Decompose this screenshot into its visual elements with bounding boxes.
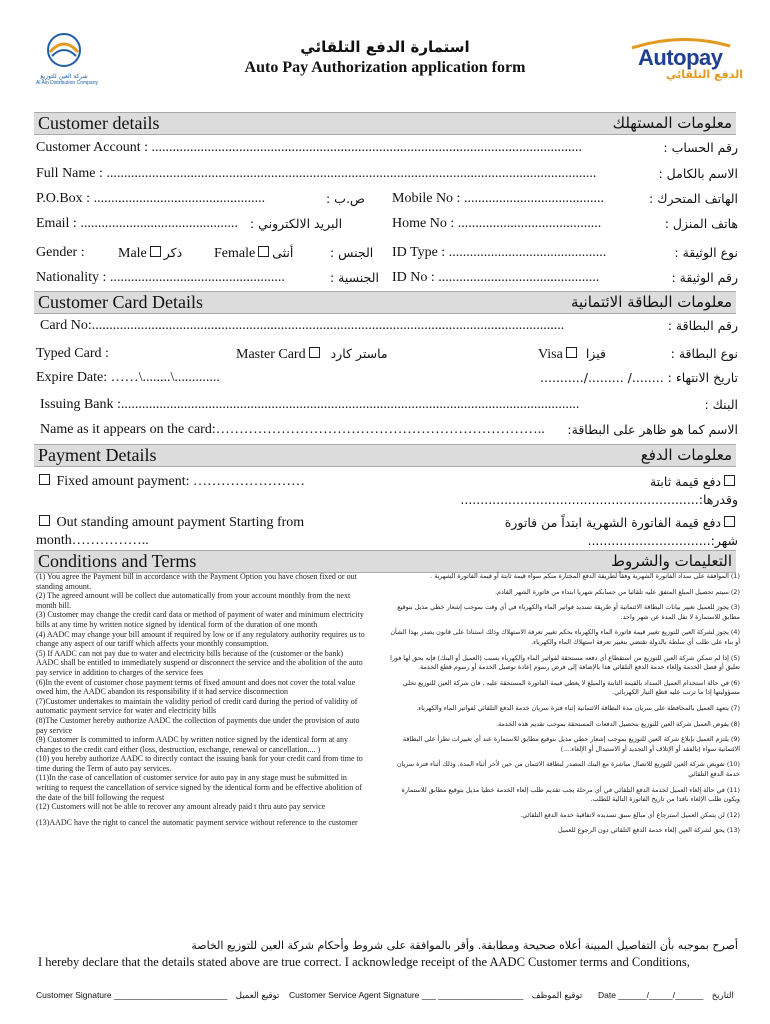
condition-item-arabic: (12) لن يتمكن العميل استرجاع أي مبالغ سبق تسديده لاتفاقية خدمة الدفع التلقائي. xyxy=(520,810,740,819)
home-phone-label-arabic: هاتف المنزل : xyxy=(664,216,738,231)
mobile-field[interactable]: Mobile No : ........................................ xyxy=(392,191,604,206)
condition-item-arabic: (9) يلتزم العميل بإبلاغ شركة العين للتوزيع بموجب إشعار خطي مذيل بتوقيع مطابق للاستمارة عند أي تغييرات تطرأ على البطاقة الائتمانية سواء (بالفقد أو الإتلاف أو التجديد أو الاستبدال أو الإلغاء....) xyxy=(402,735,740,753)
card-number-label-arabic: رقم البطاقة : xyxy=(667,318,738,333)
left-logo-arabic: شركة العين للتوزيع xyxy=(40,73,88,80)
condition-item: (9) Customer Is committed to inform AADC by written notice signed by the identical form at any changes to the credit card either (loss, destruction, exchange, renewal or cancellation.... ) xyxy=(36,735,348,754)
condition-item: (8)The Customer hereby authorize AADC the collection of payments due under the provision of auto pay service xyxy=(36,715,360,735)
gender-female-option[interactable] xyxy=(214,245,293,262)
form-title: Auto Pay Authorization application form xyxy=(244,59,526,76)
male-label: Male xyxy=(118,246,147,261)
condition-item: (4) AADC may change your bill amount if required by low or if any regulatory authority requires us to change any aspect of our tariff which affects your monthly consumption. xyxy=(36,629,365,649)
declaration-english: I hereby declare that the details stated above are true correct. I acknowledge receipt of the AADC Customer terms and Conditions, xyxy=(38,955,690,969)
card-details-title-arabic: معلومات البطاقة الائتمانية xyxy=(570,293,732,311)
date-label-arabic: التاريخ xyxy=(711,991,734,1001)
outstanding-month-field[interactable]: month…………….. xyxy=(36,533,149,548)
outstanding-amount-label-arabic: دفع قيمة الفاتورة الشهرية ابتداً من فاتورة xyxy=(504,515,721,530)
full-name-label-arabic: الاسم بالكامل : xyxy=(658,166,738,181)
gender-male-option[interactable] xyxy=(118,245,182,262)
left-logo-english: Al Ain Distribution Company xyxy=(36,80,98,86)
id-number-field[interactable]: ID No : .............................................. xyxy=(392,270,600,285)
conditions-header xyxy=(34,550,736,573)
fixed-amount-label-arabic: دفع قيمة ثابتة xyxy=(649,474,721,489)
mobile-label-arabic: الهاتف المتحرك : xyxy=(649,191,738,206)
fixed-amount-value-arabic[interactable]: وقدرها:............................................................ xyxy=(460,492,738,507)
customer-signature-label: Customer Signature ________________________ xyxy=(36,990,228,1000)
name-on-card-label-arabic: الاسم كما هو ظاهر على البطاقة: xyxy=(567,422,738,437)
payment-details-title-arabic: معلومات الدفع xyxy=(640,446,732,464)
condition-item-arabic: (13) يحق لشركة العين إلغاء خدمة الدفع التلقائي دون الرجوع للعميل xyxy=(558,826,740,835)
outstanding-amount-option-arabic[interactable] xyxy=(505,515,738,530)
outstanding-amount-option[interactable] xyxy=(36,515,304,531)
condition-item-arabic: (4) يجوز لشركة العين للتوزيع تغيير قيمة فاتورة الماء والكهرباء بحكم تغيير تعرفة الاستهلاك وذلك استنادا على قانون يصدر بهذا الشأن أو بناء على طلب أي سلطة بالدولة تقتضي بتغيير تعرفة استهلاك الماء والكهرباء. xyxy=(390,628,740,646)
email-field[interactable]: Email : ............................................. xyxy=(36,216,238,231)
condition-item: (5) If AADC can not pay due to water and electricity bills because of the (customer or the bank) xyxy=(36,648,344,658)
outstanding-amount-label: Out standing amount payment Starting from xyxy=(56,515,305,530)
customer-details-title-arabic: معلومات المستهلك xyxy=(612,114,732,132)
autopay-logo xyxy=(626,38,743,84)
nationality-field[interactable]: Nationality : .................................................. xyxy=(36,270,285,285)
customer-details-header xyxy=(34,112,736,135)
male-label-arabic: ذكر xyxy=(163,245,183,260)
condition-item: (3) Customer may change the credit card data or method of payment of water and minimum electricity bills at any time by written notice signed by identical form of the duration of one month xyxy=(36,610,364,629)
payment-details-header xyxy=(34,444,736,467)
issuing-bank-field[interactable]: Issuing Bank :................................................................................................................................... xyxy=(40,397,580,412)
condition-item: AADC shall be entitled to immediately suspend or disconnect the service and the abolition of the auto pay service in addition to charges of the service fees xyxy=(36,658,363,677)
condition-item-arabic: (11) في حالة إلغاء العميل لخدمة الدفع التلقائي في أي مرحلة يجب تقديم طلب إلغاء الخدمة خطيا مذيل بتوقيع مطابق للاستمارة ويكون طلب الإلغاء نافذا من تاريخ الفاتورة التالية للطلب. xyxy=(401,785,740,804)
po-box-field[interactable]: P.O.Box : ................................................. xyxy=(36,191,266,206)
customer-signature-label-arabic: توقيع العميل xyxy=(235,991,280,1001)
condition-item-arabic: (7) يتعهد العميل بالمحافظة على سريان مدة البطاقة الائتمانية إثناء فترة سريان خدمة الدفع التلقائي لفواتير الماء والكهرباء. xyxy=(416,703,740,712)
home-phone-field[interactable]: Home No : ......................................... xyxy=(392,216,602,231)
card-number-field[interactable]: Card No:....................................................................................................................................... xyxy=(40,318,565,333)
master-card-checkbox[interactable] xyxy=(309,347,320,358)
condition-item-arabic: (1) الموافقة على سداد الفاتورة الشهرية وفقاً لطريقة الدفع المختارة منكم سواء قيمة ثابتة أو قيمة الفاتورة الشهرية . xyxy=(430,572,740,580)
po-box-label-arabic: ص.ب : xyxy=(326,191,366,206)
fixed-amount-option[interactable] xyxy=(36,474,305,490)
fixed-amount-checkbox-arabic[interactable] xyxy=(724,475,735,486)
conditions-list-english xyxy=(36,572,372,827)
payment-details-title: Payment Details xyxy=(38,445,157,465)
master-card-label: Master Card xyxy=(236,347,306,362)
visa-label-arabic: فيزا xyxy=(585,346,606,361)
customer-account-label-arabic: رقم الحساب : xyxy=(663,140,738,155)
condition-item-arabic: (3) يجوز للعميل تغيير بيانات البطاقة الائتمانية أو طريقة تسديد فواتير الماء والكهرباء في أي وقت بموجب إشعار خطي مذيل بتوقيع مطابق للاستمارة لا تقل المدة عن شهر واحد. xyxy=(397,603,740,621)
condition-item: (13)AADC have the right to cancel the automatic payment service without reference to the customer xyxy=(36,817,358,827)
female-checkbox[interactable] xyxy=(258,246,269,257)
email-label-arabic: البريد الالكتروني : xyxy=(250,216,343,231)
conditions-list-arabic xyxy=(390,572,740,842)
gender-label-arabic: الجنس : xyxy=(330,245,374,260)
master-card-option[interactable] xyxy=(236,346,388,363)
card-type-label-arabic: نوع البطاقة : xyxy=(670,346,738,361)
expire-date-field[interactable]: Expire Date: ……\........\............. xyxy=(36,370,220,385)
customer-signature-field[interactable] xyxy=(36,990,279,1001)
autopay-logo-arabic: الدفع التلقائي xyxy=(666,68,743,81)
customer-details-title: Customer details xyxy=(38,113,160,133)
condition-item: (7)Customer undertakes to maintain the validity period of credit card during the period of validity of automatic payment service for water and electricity bills xyxy=(36,696,358,716)
condition-item-arabic: (8) يفوض العميل شركة العين للتوزيع بتحصيل الدفعات المستحقة بموجب تقديم هذه الخدمة. xyxy=(496,719,740,728)
outstanding-amount-checkbox-arabic[interactable] xyxy=(724,516,735,527)
declaration-arabic: أصرح بموجبه بأن التفاصيل المبينة أعلاه صحيحة ومطابقة. وأقر بالموافقة على شروط وأحكام شركة العين للتوزيع الخاصة xyxy=(191,939,738,952)
issuing-bank-label-arabic: البنك : xyxy=(704,397,738,412)
fixed-amount-checkbox[interactable] xyxy=(39,474,50,485)
visa-option[interactable] xyxy=(538,346,606,363)
nationality-label-arabic: الجنسية : xyxy=(330,270,379,285)
female-label: Female xyxy=(214,246,256,261)
full-name-field[interactable]: Full Name : ............................................................................................................................................ xyxy=(36,166,597,181)
visa-checkbox[interactable] xyxy=(566,347,577,358)
card-details-header xyxy=(34,291,736,314)
left-logo xyxy=(36,30,98,90)
condition-item-arabic: (10) تفويض شركة العين للتوزيع للاتصال مباشرة مع البنك المصدر لبطاقة الائتمان من حين لأخر أثناء المدة, وذلك أثناء فترة سريان خدمة الدفع التلقائي xyxy=(396,760,740,778)
id-type-label-arabic: نوع الوثيقة : xyxy=(674,245,738,260)
date-field[interactable] xyxy=(598,990,734,1001)
fixed-amount-option-arabic[interactable] xyxy=(650,474,738,489)
conditions-title-arabic: التعليمات والشروط xyxy=(611,552,732,570)
gender-label: Gender : xyxy=(36,245,85,260)
condition-item: (12) Customers will not be able to recover any amount already paid t thru auto pay service xyxy=(36,802,326,812)
male-checkbox[interactable] xyxy=(150,246,161,257)
condition-item: (1) You agree the Payment bill in accordance with the Payment Option you have chosen fixed or out standing amount. xyxy=(36,572,357,591)
agent-signature-label: Customer Service Agent Signature ___ __________________ xyxy=(289,990,524,1000)
condition-item: (6)In the event of customer chose payment terms of fixed amount and does not cover the total value owed him, the AADC abandon its responsibility if it had service disconnection xyxy=(36,677,356,697)
master-card-label-arabic: ماستر كارد xyxy=(330,346,388,361)
name-on-card-field[interactable]: Name as it appears on the card:…………………………………………………………….. xyxy=(40,422,545,437)
expire-date-label-arabic[interactable]: تاريخ الانتهاء : ......../ ........./........... xyxy=(540,370,738,385)
date-label: Date ______/_____/______ xyxy=(598,990,704,1000)
condition-item: (2) The agreed amount will be collect due automatically from your account monthly from the next month bill. xyxy=(36,591,351,610)
female-label-arabic: أنثى xyxy=(272,245,294,260)
condition-item-arabic: (5) إذا لم تتمكن شركة العين للتوزيع من استقطاع أي دفعه مستحقة لفواتير الماء والكهرباء بسبب (العميل أو البنك) فإنه يحق لها فورا تعليق أو فصل الخدمة وإلغاء خدمة الدفع التلقائي هذا بالإضافة إلى فرض رسوم إعادة توصيل الخدمة أو رسوم قطع الخدمة. xyxy=(390,653,740,672)
id-type-field[interactable]: ID Type : ............................................. xyxy=(392,245,607,260)
condition-item: (11)In the case of cancellation of customer service for auto pay in any stage must be submitted in writing to request the cancellation of service signed by the identical form and be effective abolition of the date of the bill following the request xyxy=(36,773,362,802)
conditions-title: Conditions and Terms xyxy=(38,551,197,571)
autopay-logo-text: Autopay xyxy=(638,45,723,70)
id-number-label-arabic: رقم الوثيقة : xyxy=(671,270,738,285)
card-details-title: Customer Card Details xyxy=(38,292,203,312)
al-ain-logo-icon xyxy=(36,30,92,68)
outstanding-amount-checkbox[interactable] xyxy=(39,515,50,526)
outstanding-month-field-arabic[interactable]: شهر:............................... xyxy=(587,533,738,548)
customer-account-field[interactable]: Customer Account : ........................................................................................................................... xyxy=(36,140,582,155)
typed-card-label: Typed Card : xyxy=(36,346,109,361)
visa-label: Visa xyxy=(538,347,563,362)
condition-item-arabic: (6) في حالة استخدام العميل السداد بالقيمة الثابتة والمبلغ لا يغطي قيمة الفاتورة المستحقة عليه , فان شركة العين للتوزيع تخلي مسؤوليتها إذا ما ترتب عليه قطع التيار الكهربائي. xyxy=(402,678,740,697)
agent-signature-field[interactable] xyxy=(289,990,582,1001)
condition-item-arabic: (2) سيتم تحصيل المبلغ المتفق عليه تلقائيا من حسابكم شهريا ابتداء من فاتورة الشهر القادم. xyxy=(494,587,740,596)
condition-item: (10) you hereby authorize AADC to directly contact the issuing bank for your credit card from time to time during the Term of auto pay services. xyxy=(36,754,363,773)
form-title-arabic: استمارة الدفع التلقائي xyxy=(300,38,470,56)
fixed-amount-label: Fixed amount payment: …………………… xyxy=(56,474,305,489)
agent-signature-label-arabic: توقيع الموظف xyxy=(531,991,583,1001)
